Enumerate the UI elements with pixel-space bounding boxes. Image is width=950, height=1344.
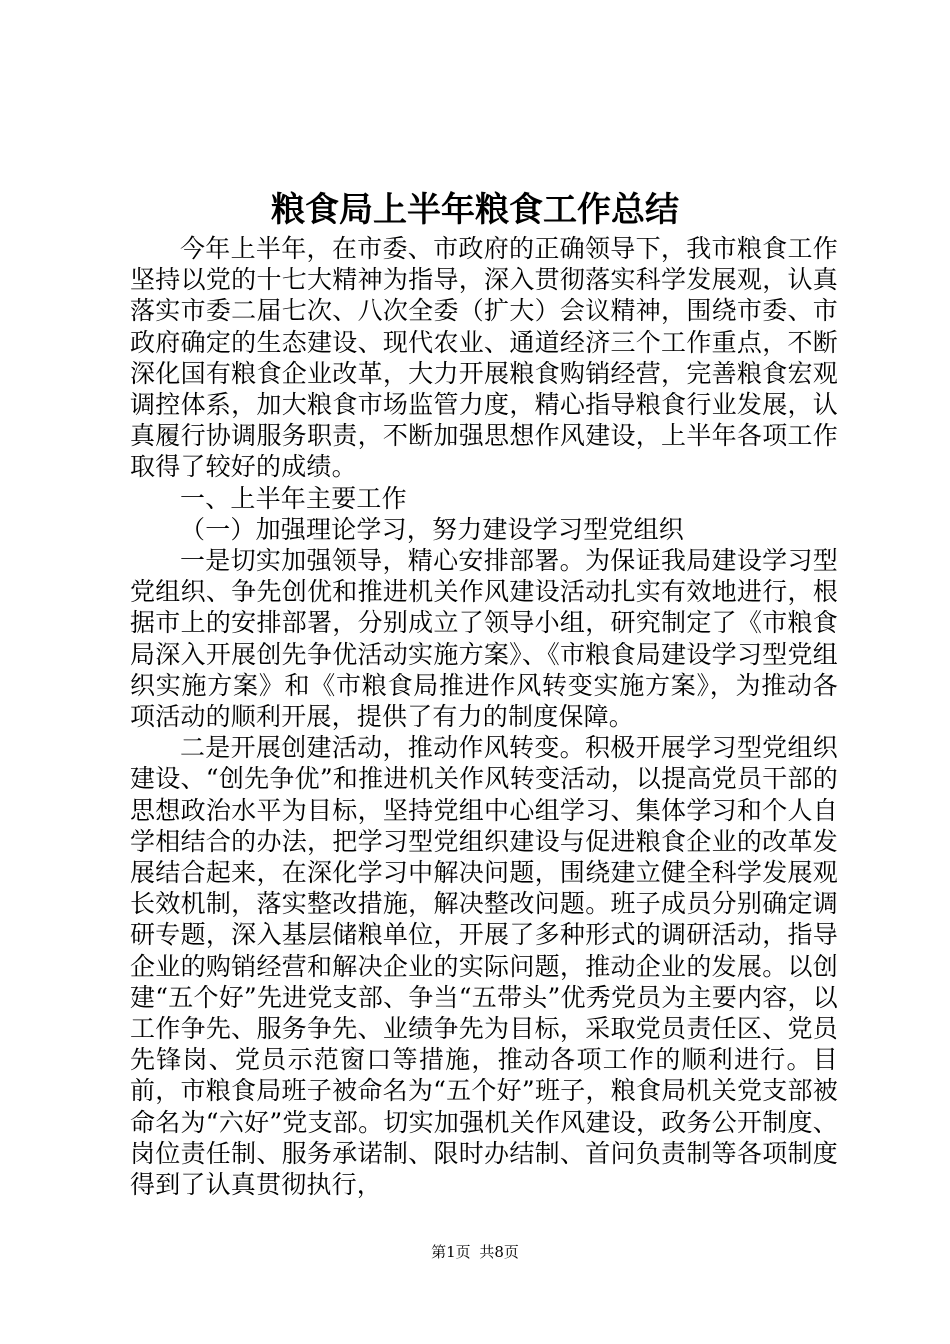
section-heading: 一、上半年主要工作 xyxy=(180,483,407,513)
page-number: 第1页 xyxy=(431,1243,471,1261)
subsection-heading: （一）加强理论学习，努力建设学习型党组织 xyxy=(180,514,685,544)
page-footer xyxy=(0,1242,950,1262)
page-total: 共8页 xyxy=(479,1243,519,1261)
paragraph-item-1: 一是切实加强领导，精心安排部署。为保证我局建设学习型党组织、争先创优和推进机关作风建设活动扎实有效地进行，根据市上的安排部署，分别成立了领导小组，研究制定了《市粮食局深入开展创先争优活动实施方案》、《市粮食局建设学习型党组织实施方案》和《市粮食局推进作风转变实施方案》，为推动各项活动的顺利开展，提供了有力的制度保障。 xyxy=(130,546,838,732)
paragraph-item-2: 二是开展创建活动，推动作风转变。积极开展学习型党组织建设、“创先争优”和推进机关作风转变活动，以提高党员干部的思想政治水平为目标，坚持党组中心组学习、集体学习和个人自学相结合的办法，把学习型党组织建设与促进粮食企业的改革发展结合起来，在深化学习中解决问题，围绕建立健全科学发展观长效机制，落实整改措施，解决整改问题。班子成员分别确定调研专题，深入基层储粮单位，开展了多种形式的调研活动，指导企业的购销经营和解决企业的实际问题，推动企业的发展。以创建“五个好”先进党支部、争当“五带头”优秀党员为主要内容，以工作争先、服务争先、业绩争先为目标，采取党员责任区、党员先锋岗、党员示范窗口等措施，推动各项工作的顺利进行。目前，市粮食局班子被命名为“五个好”班子，粮食局机关党支部被命名为“六好”党支部。切实加强机关作风建设，政务公开制度、岗位责任制、服务承诺制、限时办结制、首问负责制等各项制度得到了认真贯彻执行， xyxy=(130,733,838,1200)
paragraph-intro: 今年上半年，在市委、市政府的正确领导下，我市粮食工作坚持以党的十七大精神为指导，深入贯彻落实科学发展观，认真落实市委二届七次、八次全委（扩大）会议精神，围绕市委、市政府确定的生态建设、现代农业、通道经济三个工作重点，不断深化国有粮食企业改革，大力开展粮食购销经营，完善粮食宏观调控体系，加大粮食市场监管力度，精心指导粮食行业发展，认真履行协调服务职责，不断加强思想作风建设，上半年各项工作取得了较好的成绩。 xyxy=(130,234,838,482)
document-title: 粮食局上半年粮食工作总结 xyxy=(271,190,679,230)
document-body xyxy=(130,233,838,1200)
